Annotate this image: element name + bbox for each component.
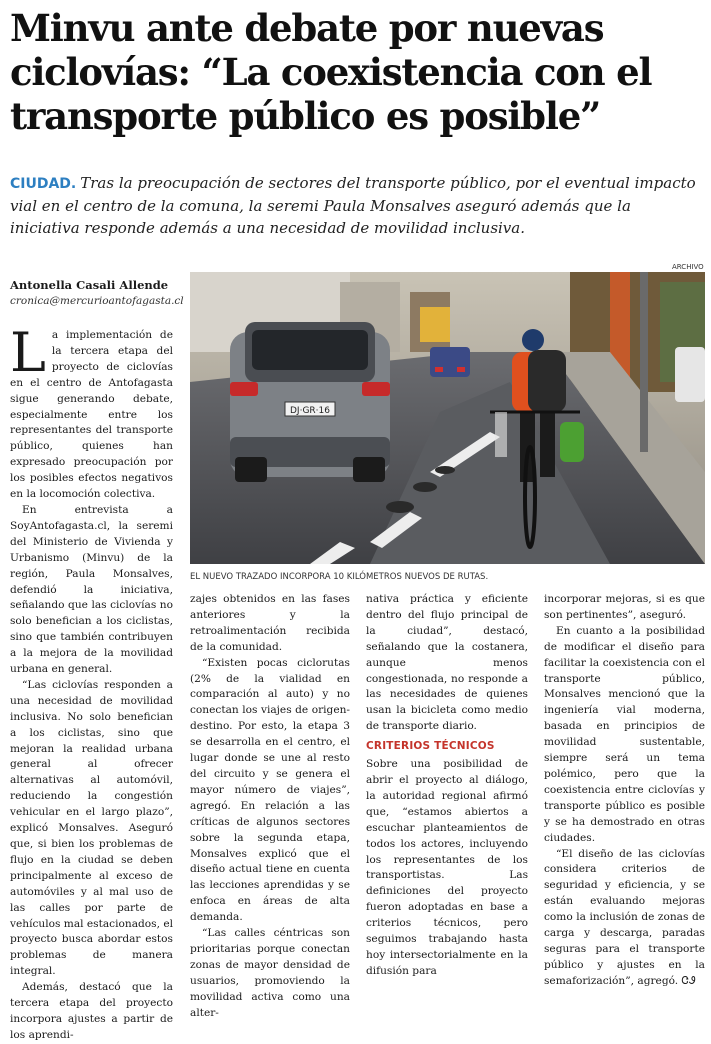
paragraph-5: zajes obtenidos en las fases anteriores y la retroalimentación recibida de la comunidad.: [190, 593, 350, 653]
paragraph-2: En entrevista a SoyAntofagasta.cl, la seremi del Ministerio de Vivienda y Urbanismo (Minvu) de la región, Paula Monsalves, defendió la iniciativa, señalando que las ciclovías no solo benefician a los ciclistas, sino que también contribuyen a la mejora de la movilidad urbana en general.: [10, 503, 173, 676]
article-photo: [190, 272, 705, 564]
paragraph-4: Además, destacó que la tercera etapa del proyecto incorpora ajustes a partir de los aprendi-: [10, 981, 173, 1041]
drop-cap: L: [10, 321, 46, 384]
photo-credit: ARCHIVO: [672, 263, 704, 271]
paragraph-12: [544, 847, 705, 990]
deck: [10, 172, 705, 239]
column-4: [544, 592, 705, 990]
paragraph-12-text: “El diseño de las ciclovías considera criterios de seguridad y eficiencia, y se están evaluando mejoras como la inclusión de zonas de carga y descarga, paradas seguras para el transporte público y ajustes en la semaforización”, agregó.: [544, 847, 705, 987]
photo-caption: EL NUEVO TRAZADO INCORPORA 10 KILÓMETROS NUEVOS DE RUTAS.: [190, 572, 489, 582]
paragraph-7: “Las calles céntricas son prioritarias porque conectan zonas de mayor densidad de usuarios, promoviendo la movilidad activa como una alter-: [190, 927, 350, 1019]
deck-text: Tras la preocupación de sectores del transporte público, por el eventual impacto vial en el centro de la comuna, la seremi Paula Monsalves aseguró además que la iniciativa responde además a una necesidad de movilidad inclusiva.: [10, 174, 696, 237]
paragraph-9: Sobre una posibilidad de abrir el proyecto al diálogo, la autoridad regional afirmó que, “estamos abiertos a escuchar planteamientos de todos los actores, incluyendo los representantes de los transportistas. Las definiciones del proyecto fueron adoptadas en base a criterios técnicos, pero seguimos trabajando hasta hoy intersectorialmente en la difusión para: [366, 758, 528, 977]
license-plate: DJ·GR·16: [290, 406, 330, 416]
paragraph-10: incorporar mejoras, si es que son pertinentes”, aseguró.: [544, 593, 705, 621]
byline: [10, 278, 185, 307]
paragraph-6: “Existen pocas ciclorutas (2% de la vialidad en comparación al auto) y no conectan los viajes de origen-destino. Por esto, la etapa 3 se desarrolla en el centro, el lugar donde se une al resto del circuito y se genera el mayor número de viajes”, agregó. En relación a las críticas de algunos sectores sobre la segunda etapa, Monsalves explicó que el diseño actual tiene en cuenta las lecciones aprendidas y se enfoca en áreas de alta demanda.: [190, 656, 350, 924]
paragraph-8: nativa práctica y eficiente dentro del flujo principal de la ciudad”, destacó, señalando que la costanera, aunque menos congestionada, no responde a las necesidades de quienes usan la bicicleta como medio de transporte diario.: [366, 593, 528, 733]
column-3: [366, 592, 528, 980]
paragraph-3: “Las ciclovías responden a una necesidad de movilidad inclusiva. No solo benefician a los ciclistas, sino que mejoran la realidad urbana general al ofrecer alternativas al automóvil, reduciendo la congestión vehicular en el largo plazo”, explicó Monsalves. Aseguró que, si bien los problemas de flujo en la ciudad se deben principalmente al exceso de automóviles y al mal uso de las calles por parte de vehículos mal estacionados, el proyecto busca abordar estos problemas de manera integral.: [10, 678, 174, 978]
author-email: cronica@mercurioantofagasta.cl: [10, 295, 184, 307]
paragraph-11: En cuanto a la posibilidad de modificar el diseño para facilitar la coexistencia con el transporte público, Monsalves mencionó que la ingeniería vial moderna, basada en principios de movilidad sustentable, siempre será un tema polémico, pero que la coexistencia entre ciclovías y transporte público es posible y se ha demostrado en otras ciudades.: [544, 624, 705, 844]
headline: Minvu ante debate por nuevas ciclovías: “La coexistencia con el transporte público es posible”: [10, 6, 652, 138]
street-scene-illustration: [190, 272, 705, 564]
column-2: [190, 592, 350, 1021]
subheading-criterios: CRITERIOS TÉCNICOS: [366, 740, 495, 753]
author-name: Antonella Casali Allende: [10, 278, 169, 292]
section-kicker: CIUDAD.: [10, 176, 77, 192]
column-1: [10, 321, 174, 1044]
end-mark: ᏣᏭ: [681, 974, 696, 987]
paragraph-1: a implementación de la tercera etapa del proyecto de ciclovías en el centro de Antofagasta sigue generando debate, especialmente entre los representantes del transporte público, quienes han expresado preocupación por los posibles efectos negativos en la locomoción colectiva.: [10, 329, 173, 501]
